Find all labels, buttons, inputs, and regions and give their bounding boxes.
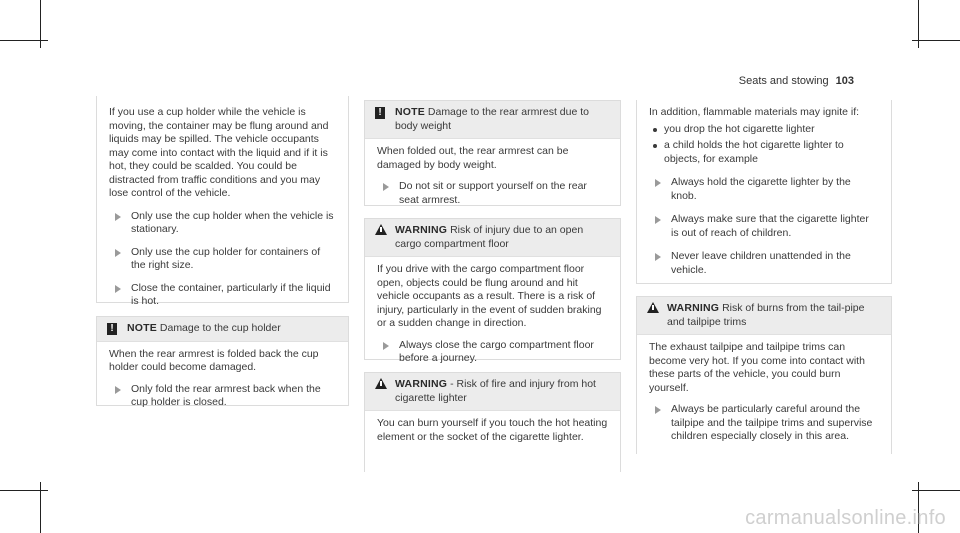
column-1	[96, 96, 349, 406]
warning-header: WARNING Risk of burns from the tail-pipe and tailpipe trims	[637, 297, 891, 335]
arrow-icon	[115, 285, 121, 293]
instruction-step: Always close the cargo compartment floor before a journey.	[377, 339, 608, 366]
note-header: ! NOTE Damage to the cup holder	[97, 317, 348, 342]
warning-triangle-icon	[375, 378, 387, 389]
arrow-icon	[655, 179, 661, 187]
warning-triangle-icon	[375, 224, 387, 235]
page-number: 103	[835, 75, 854, 87]
warning-triangle-icon	[647, 302, 659, 313]
bullet-dot	[653, 128, 657, 132]
body-text: If you use a cup holder while the vehicle is moving, the container may be flung around and liquids may be spilled. The vehicle occupants may come into contact with the liquid and if it is hot, they could be scalded. You could be distracted from traffic conditions and you may lose control of the vehicle.	[109, 106, 329, 199]
arrow-icon	[383, 342, 389, 350]
body-text: In addition, flammable materials may ignite if:	[649, 106, 860, 118]
crop-mark	[912, 40, 960, 41]
instruction-step: Do not sit or support yourself on the rear seat armrest.	[377, 180, 608, 207]
crop-mark	[0, 490, 48, 491]
cigarette-lighter-warning-continued	[636, 100, 892, 284]
bullet-item: a child holds the hot cigarette lighter to objects, for example	[649, 139, 879, 166]
crop-mark	[0, 40, 48, 41]
column-2	[364, 100, 621, 472]
arrow-icon	[115, 249, 121, 257]
note-text: When folded out, the rear armrest can be damaged by body weight.	[377, 145, 569, 171]
cup-holder-warning-continued	[96, 96, 349, 307]
arrow-icon	[115, 386, 121, 394]
warning-text: The exhaust tailpipe and tailpipe trims can become very hot. If you come into contact with these parts of the vehicle, you could burn yourself.	[649, 341, 865, 394]
bullet-dot	[653, 144, 657, 148]
instruction-step: Only use the cup holder when the vehicle is stationary.	[109, 210, 336, 237]
note-header: ! NOTE Damage to the rear armrest due to body weight	[365, 101, 620, 139]
arrow-icon	[655, 216, 661, 224]
instruction-step: Only use the cup holder for containers of the right size.	[109, 246, 336, 273]
bullet-item: you drop the hot cigarette lighter	[649, 123, 879, 137]
warning-box	[636, 296, 892, 454]
instruction-step: Always hold the cigarette lighter by the knob.	[649, 176, 879, 203]
warning-text: You can burn yourself if you touch the hot heating element or the socket of the cigarette lighter.	[377, 417, 608, 443]
watermark: carmanualsonline.info	[745, 506, 946, 529]
instruction-step: Always make sure that the cigarette lighter is out of reach of children.	[649, 213, 879, 240]
column-3	[636, 100, 892, 454]
arrow-icon	[655, 253, 661, 261]
note-text: When the rear armrest is folded back the cup holder could become damaged.	[109, 347, 319, 373]
warning-header: WARNING - Risk of fire and injury from hot cigarette lighter	[365, 373, 620, 411]
warning-box	[364, 372, 621, 472]
instruction-step: Close the container, particularly if the liquid is hot.	[109, 282, 336, 309]
arrow-icon	[655, 406, 661, 414]
arrow-icon	[115, 213, 121, 221]
warning-box	[364, 218, 621, 364]
exclamation-icon: !	[375, 107, 385, 119]
exclamation-icon: !	[107, 323, 117, 335]
warning-header: WARNING Risk of injury due to an open cargo compartment floor	[365, 219, 620, 257]
arrow-icon	[383, 183, 389, 191]
instruction-step: Never leave children unattended in the vehicle.	[649, 250, 879, 277]
note-box	[364, 100, 621, 206]
crop-mark	[912, 490, 960, 491]
note-box	[96, 316, 349, 406]
instruction-step: Only fold the rear armrest back when the cup holder is closed.	[109, 383, 336, 410]
instruction-step: Always be particularly careful around the tailpipe and the tailpipe trims and supervise children especially closely in this area.	[649, 403, 879, 444]
section-title: Seats and stowing	[738, 75, 829, 87]
warning-text: If you drive with the cargo compartment floor open, objects could be flung around and hit vehicle occupants as a result. There is a risk of injury, particularly in the event of sudden braking or a sudden change in direction.	[377, 263, 602, 329]
page-header	[739, 75, 854, 89]
